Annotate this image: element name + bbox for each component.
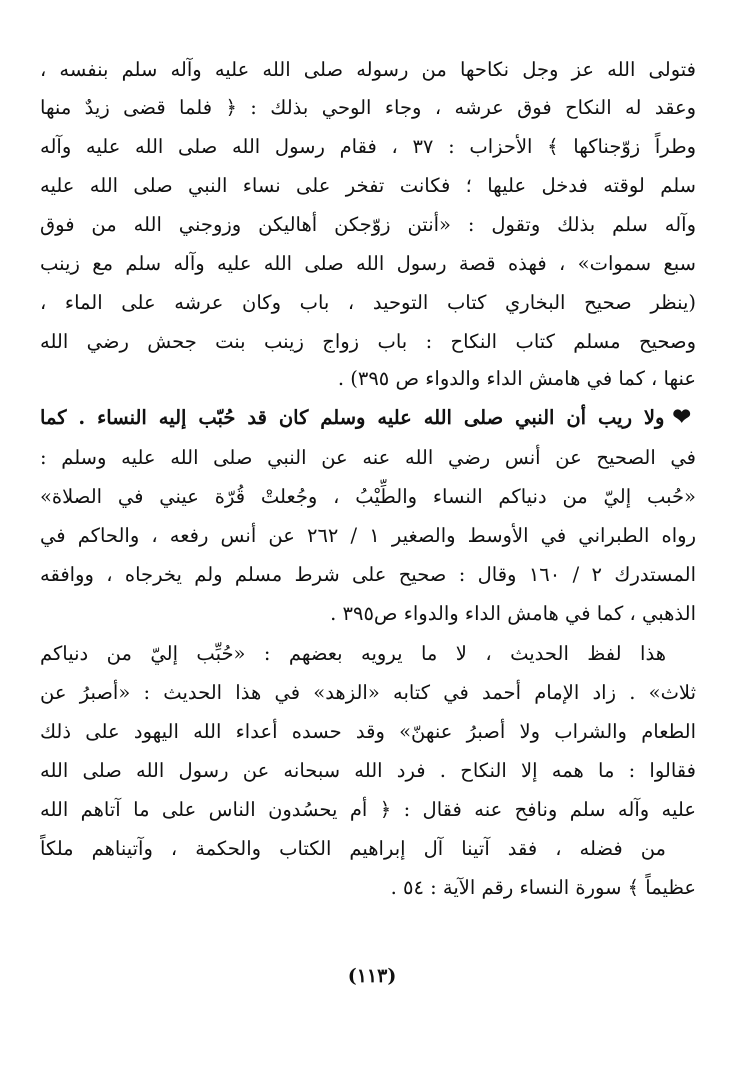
- paragraph-heading-line: [40, 399, 696, 437]
- text-line: في الصحيح عن أنس رضي الله عنه عن النبي صلى الله عليه وسلم :: [40, 446, 696, 469]
- text-line: من فضله ، فقد آتينا آل إبراهيم الكتاب والحكمة ، وآتيناهم ملكاً: [40, 837, 666, 860]
- text-line: (ينظر صحيح البخاري كتاب التوحيد ، باب وكان عرشه على الماء ،: [40, 291, 696, 314]
- text-line: الطعام والشراب ولا أصبرُ عنهنّ» وقد حسده أعداء الله اليهود على ذلك: [40, 720, 696, 743]
- text-line: رواه الطبراني في الأوسط والصغير ١ / ٢٦٢ عن أنس رفعه ، والحاكم في: [40, 524, 696, 547]
- text-line: «حُبب إليّ من دنياكم النساء والطِّيْبُ ، وجُعلتْ قُرّة عيني في الصلاة»: [40, 485, 696, 508]
- text-line: سبع سموات» ، فهذه قصة رسول الله صلى الله عليه وآله سلم مع زينب: [40, 252, 696, 275]
- text-line: عظيماً ﴾ سورة النساء رقم الآية : ٥٤ .: [390, 876, 696, 899]
- text-line: الذهبي ، كما في هامش الداء والدواء ص٣٩٥ .: [330, 602, 696, 625]
- text-line: وعقد له النكاح فوق عرشه ، وجاء الوحي بذلك : ﴿ فلما قضى زيدٌ منها: [40, 96, 696, 119]
- text-line: هذا لفظ الحديث ، لا ما يرويه بعضهم : «حُبِّب إليّ من دنياكم: [40, 642, 666, 665]
- text-line: وصحيح مسلم كتاب النكاح : باب زواج زينب بنت جحش رضي الله: [40, 330, 696, 353]
- page-number: (١١٣): [347, 965, 397, 987]
- text-line: المستدرك ٢ / ١٦٠ وقال : صحيح على شرط مسلم ولم يخرجاه ، ووافقه: [40, 563, 696, 586]
- text-line: عنها ، كما في هامش الداء والدواء ص ٣٩٥) .: [337, 367, 696, 390]
- text-line: عليه وآله سلم ونافح عنه فقال : ﴿ أم يحسُدون الناس على ما آتاهم الله: [40, 798, 696, 821]
- text-line: ثلاث» . زاد الإمام أحمد في كتابه «الزهد» في هذا الحديث : «أصبرُ عن: [40, 681, 696, 704]
- text-line: سلم لوقته فدخل عليها ؛ فكانت تفخر على نساء النبي صلى الله عليه: [40, 174, 696, 197]
- heading-text: ولا ريب أن النبي صلى الله عليه وسلم كان قد حُبّب إليه النساء . كما: [40, 406, 665, 429]
- heart-icon: ❤: [672, 404, 696, 430]
- text-line: فتولى الله عز وجل نكاحها من رسوله صلى الله عليه وآله سلم بنفسه ،: [40, 58, 696, 81]
- text-line: فقالوا : ما همه إلا النكاح . فرد الله سبحانه عن رسول الله صلى الله: [40, 759, 696, 782]
- text-line: وطراً زوّجناكها ﴾ الأحزاب : ٣٧ ، فقام رسول الله صلى الله عليه وآله: [40, 135, 696, 158]
- text-line: وآله سلم بذلك وتقول : «أنتن زوّجكن أهاليكن وزوجني الله من فوق: [40, 213, 696, 236]
